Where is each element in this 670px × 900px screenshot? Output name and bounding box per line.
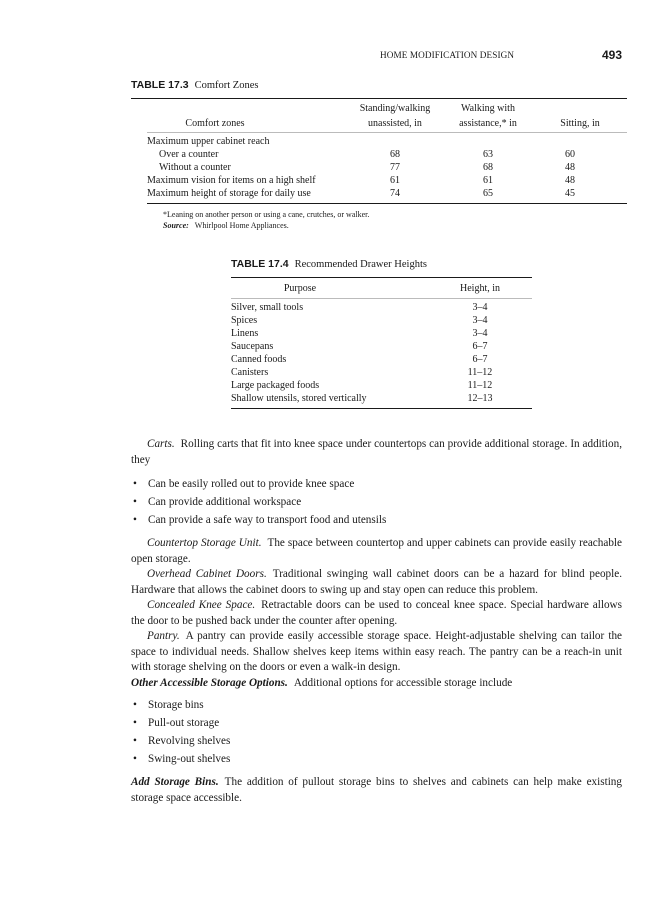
table-17-4-title: Recommended Drawer Heights (294, 259, 427, 270)
table-17-3-cell: 60 (565, 149, 575, 160)
countertop-paragraph (131, 536, 622, 567)
bullet-icon: • (133, 717, 137, 729)
bullet-icon: • (133, 496, 137, 508)
countertop-heading: Countertop Storage Unit. (147, 537, 262, 549)
running-header (380, 49, 622, 63)
overhead-paragraph (131, 567, 622, 598)
list-item: • Revolving shelves (131, 732, 230, 750)
carts-paragraph (131, 437, 622, 468)
table-17-4-purpose: Canisters (231, 367, 269, 378)
table-17-3-col-standing-line1: Standing/walking (359, 103, 431, 114)
table-17-3-cell: 77 (390, 162, 400, 173)
table-17-4-height: 3–4 (472, 328, 488, 339)
list-item: • Can provide additional workspace (131, 493, 386, 511)
table-17-4-purpose: Shallow utensils, stored vertically (231, 393, 367, 404)
table-17-4-purpose: Large packaged foods (231, 380, 320, 391)
table-17-3-row-label: Maximum height of storage for daily use (147, 188, 311, 199)
storage-bins-text: The addition of pullout storage bins to shelves and cabinets can help make existing storage space accessible. (131, 776, 622, 804)
table-17-3-row-label: Without a counter (159, 162, 231, 173)
table-17-4-purpose: Silver, small tools (231, 302, 304, 313)
carts-bullet-list (131, 475, 386, 529)
pantry-paragraph (131, 629, 622, 676)
table-17-4-header-rule (231, 298, 532, 299)
table-17-3-label: TABLE 17.3 (131, 79, 189, 91)
table-17-3-bottom-rule (147, 203, 627, 204)
list-item: • Swing-out shelves (131, 750, 230, 768)
table-17-3-caption (131, 79, 258, 91)
list-item: • Can provide a safe way to transport food and utensils (131, 511, 386, 529)
storage-bins-heading: Add Storage Bins. (131, 776, 219, 788)
table-17-3-cell: 61 (390, 175, 400, 186)
table-17-3-cell: 61 (483, 175, 493, 186)
table-17-3-cell: 74 (390, 188, 400, 199)
table-17-4-height: 11–12 (467, 380, 493, 391)
knee-space-text: Retractable doors can be used to conceal knee space. Special hardware allows the door to be pushed back under the counter after opening. (131, 599, 622, 627)
table-17-3-row-label: Over a counter (159, 149, 219, 160)
knee-space-heading: Concealed Knee Space. (147, 599, 256, 611)
bullet-icon: • (133, 514, 137, 526)
table-17-3-cell: 45 (565, 188, 575, 199)
table-17-4-top-rule (231, 277, 532, 278)
knee-space-paragraph (131, 598, 622, 629)
table-17-4-height: 6–7 (472, 354, 488, 365)
table-17-3-col-walking-line2: assistance,* in (459, 118, 517, 129)
table-17-3-row-label: Maximum vision for items on a high shelf (147, 175, 316, 186)
other-options-bullet-list (131, 696, 230, 768)
table-17-4-height: 3–4 (472, 315, 488, 326)
overhead-text: Traditional swinging wall cabinet doors can be a hazard for blind people. Hardware that allows the cabinet doors to swing up and stay open can reduce this problem. (131, 568, 623, 596)
other-options-heading: Other Accessible Storage Options. (131, 677, 288, 689)
storage-bins-paragraph (131, 775, 622, 806)
other-options-paragraph (131, 676, 622, 692)
table-17-3-col-comfort-zones: Comfort zones (185, 118, 245, 129)
table-17-4-caption (231, 258, 427, 270)
table-17-4-height: 11–12 (467, 367, 493, 378)
bullet-icon: • (133, 735, 137, 747)
pantry-heading: Pantry. (147, 630, 180, 642)
table-17-4-purpose: Saucepans (231, 341, 274, 352)
table-17-4-bottom-rule (231, 408, 532, 409)
table-17-4-height: 3–4 (472, 302, 488, 313)
table-17-3-source-label: Source: (163, 221, 189, 230)
pantry-text: A pantry can provide easily accessible storage space. Height-adjustable shelving can tailor the space to individual needs. Shallow shelves keep items within easy reach. The pantry can be a reach-in unit with storage shelving on the doors or even a walk-in design. (131, 630, 622, 673)
table-17-4-height: 6–7 (472, 341, 488, 352)
table-17-4-purpose: Canned foods (231, 354, 287, 365)
table-17-3-title: Comfort Zones (194, 80, 259, 91)
table-17-3-cell: 68 (390, 149, 400, 160)
table-17-3-footnote: *Leaning on another person or using a cane, crutches, or walker. (163, 210, 370, 219)
table-17-4-label: TABLE 17.4 (231, 258, 289, 270)
table-17-3-source-text: Whirlpool Home Appliances. (194, 221, 289, 230)
table-17-3-header-rule (147, 132, 627, 133)
table-17-4-purpose: Spices (231, 315, 258, 326)
table-17-3-top-rule (131, 98, 627, 99)
table-17-3-col-walking-line1: Walking with (461, 103, 515, 114)
list-item: • Pull-out storage (131, 714, 230, 732)
bullet-icon: • (133, 753, 137, 765)
table-17-4-height: 12–13 (467, 393, 493, 404)
table-17-3-col-sitting: Sitting, in (560, 118, 600, 129)
other-options-text: Additional options for accessible storage include (293, 677, 513, 689)
table-17-3-col-standing-line2: unassisted, in (368, 118, 422, 129)
table-17-3-cell: 68 (483, 162, 493, 173)
carts-text: Rolling carts that fit into knee space under countertops can provide additional storage. In addition, they (131, 438, 622, 466)
carts-heading: Carts. (147, 438, 175, 450)
table-17-3-cell: 63 (483, 149, 493, 160)
table-17-3-cell: 48 (565, 175, 575, 186)
bullet-icon: • (133, 699, 137, 711)
table-17-3-source (163, 220, 289, 232)
table-17-3-row-label: Maximum upper cabinet reach (147, 136, 270, 147)
page-number: 493 (601, 48, 622, 62)
list-item: • Storage bins (131, 696, 230, 714)
bullet-icon: • (133, 478, 137, 490)
list-item: • Can be easily rolled out to provide knee space (131, 475, 386, 493)
table-17-4-col-purpose: Purpose (283, 283, 317, 294)
overhead-heading: Overhead Cabinet Doors. (147, 568, 267, 580)
table-17-4-purpose: Linens (231, 328, 259, 339)
countertop-text: The space between countertop and upper cabinets can provide easily reachable open storage. (131, 537, 622, 565)
table-17-3-cell: 48 (565, 162, 575, 173)
table-17-4-col-height: Height, in (460, 283, 500, 294)
running-header-title: HOME MODIFICATION DESIGN (380, 50, 515, 60)
table-17-3-cell: 65 (483, 188, 493, 199)
